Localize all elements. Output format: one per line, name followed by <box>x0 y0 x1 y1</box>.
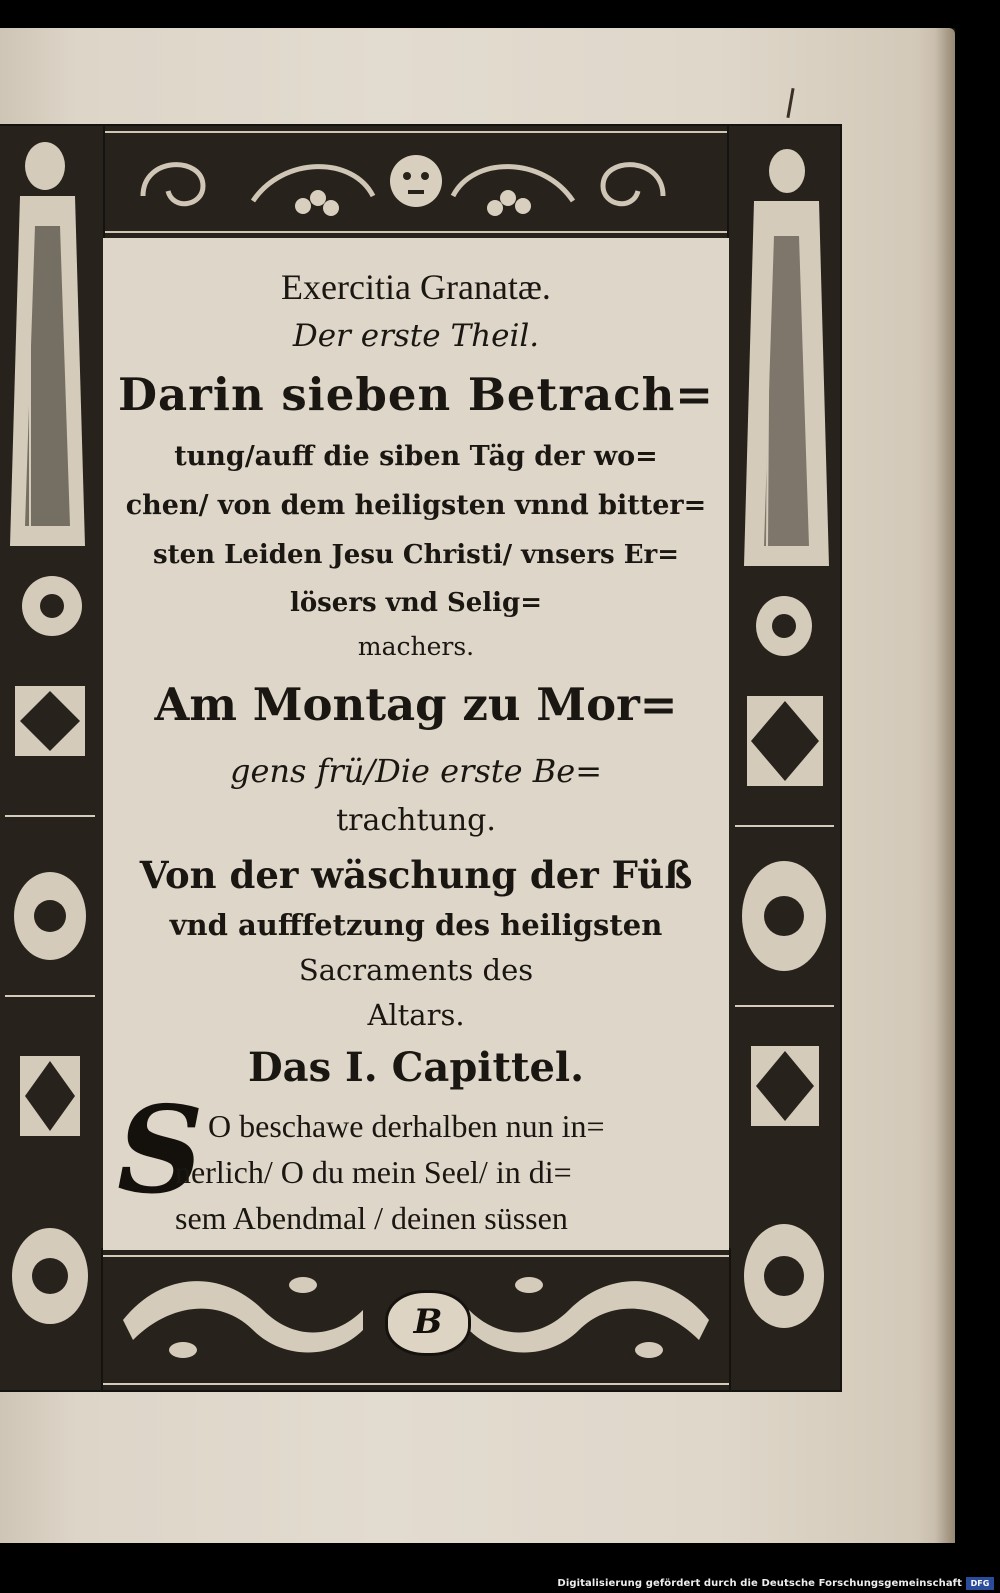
book-title: Exercitia Granatæ. <box>281 267 551 307</box>
part-label: Der erste Theil. <box>292 318 540 354</box>
dfg-logo-icon: DFG <box>966 1577 994 1590</box>
paragraph-line: sem Abendmal / deinen süssen <box>175 1200 568 1236</box>
monday-line: trachtung. <box>336 803 496 838</box>
digitization-credit: Digitalisierung gefördert durch die Deutsche Forschungsgemeinschaft <box>557 1578 962 1589</box>
chapter-heading: Das I. Capittel. <box>247 1044 585 1091</box>
drop-cap: S <box>117 1080 204 1221</box>
page-corner-mark <box>786 88 794 118</box>
paragraph-line: nerlich/ O du mein Seel/ in di= <box>175 1154 572 1190</box>
subject-line: Altars. <box>367 998 465 1032</box>
subject-line: Sacraments des <box>298 953 534 987</box>
body-line: sten Leiden Jesu Christi/ vnsers Er= <box>152 540 680 570</box>
heading-darin: Darin sieben Betrach= <box>117 368 715 421</box>
signature-mark: B <box>385 1290 471 1356</box>
woodcut-border-right <box>729 126 840 1390</box>
book-page <box>0 28 955 1543</box>
subject-heading: Von der wäschung der Füß <box>139 853 693 897</box>
body-line: tung/auff die siben Täg der wo= <box>174 441 658 472</box>
woodcut-border-top <box>103 126 729 238</box>
body-line: machers. <box>357 632 475 661</box>
subject-line: vnd aufffetzung des heiligsten <box>169 908 663 942</box>
monday-line: gens frü/Die erste Be= <box>229 752 603 790</box>
body-line: lösers vnd Selig= <box>289 588 543 618</box>
woodcut-border-left <box>0 126 103 1390</box>
body-line: chen/ von dem heiligsten vnnd bitter= <box>125 490 707 521</box>
paragraph-line: O beschawe derhalben nun in= <box>208 1108 605 1144</box>
footer-bar <box>0 1543 1000 1593</box>
title-text-block <box>103 238 729 1250</box>
monday-heading: Am Montag zu Mor= <box>154 678 678 731</box>
